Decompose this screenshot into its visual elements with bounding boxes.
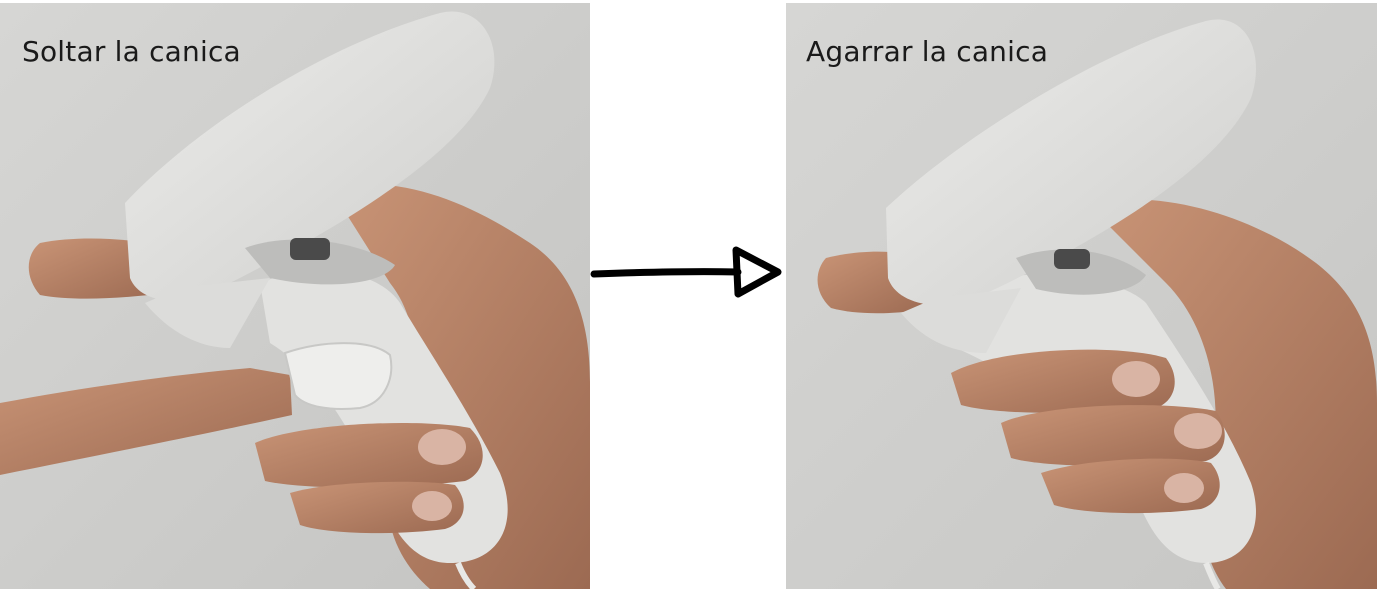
caption-grab: Agarrar la canica xyxy=(806,35,1049,68)
photo-panel-release xyxy=(0,3,590,589)
transition-arrow xyxy=(588,240,788,310)
caption-release: Soltar la canica xyxy=(22,35,241,68)
photo-panel-grab xyxy=(786,3,1377,589)
arrow-right-icon xyxy=(588,240,788,310)
release-photo xyxy=(0,3,590,589)
grab-photo xyxy=(786,3,1377,589)
